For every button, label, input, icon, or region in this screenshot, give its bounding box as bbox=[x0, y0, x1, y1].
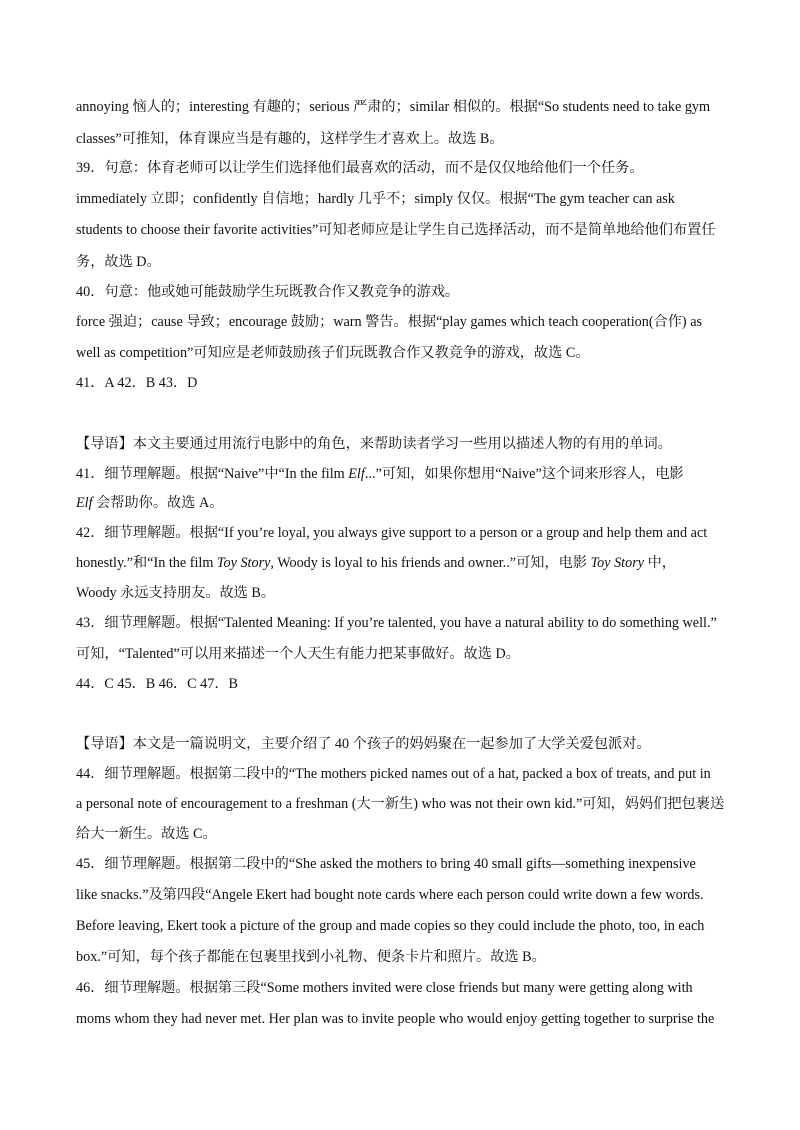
text-line: well as competition”可知应是老师鼓励孩子们玩既教合作又教竞争的游戏，故选 C。 bbox=[76, 345, 590, 361]
text-line: students to choose their favorite activities”可知老师应是让学生自己选择活动，而不是简单地给他们布置任 bbox=[76, 222, 716, 238]
text-segment: 中， bbox=[644, 555, 676, 571]
text-line: a personal note of encouragement to a freshman (大一新生) who was not their own kid.”可知，妈妈们把包裹送 bbox=[76, 796, 725, 812]
text-line: force 强迫；cause 导致；encourage 鼓励；warn 警告。根据“play games which teach cooperation(合作) as bbox=[76, 314, 703, 330]
text-line: moms whom they had never met. Her plan was to invite people who would enjoy getting together to surprise the bbox=[76, 1011, 715, 1027]
text-line bbox=[76, 465, 736, 483]
text-segment: , Woody is loyal to his friends and owner..”可知，电影 bbox=[270, 555, 591, 571]
text-line: like snacks.”及第四段“Angele Ekert had bought note cards where each person could write down a few words. bbox=[76, 887, 704, 903]
text-line: 40．句意：他或她可能鼓励学生玩既教合作又教竞争的游戏。 bbox=[76, 284, 460, 300]
text-line bbox=[76, 554, 736, 572]
intro-line: 【导语】本文主要通过用流行电影中的角色，来帮助读者学习一些用以描述人物的有用的单词。 bbox=[76, 436, 672, 452]
film-title: Toy Story bbox=[216, 555, 271, 571]
text-line: 43．细节理解题。根据“Talented Meaning: If you’re talented, you have a natural ability to do something well.” bbox=[76, 615, 717, 631]
text-line: Woody 永远支持朋友。故选 B。 bbox=[76, 585, 276, 601]
text-line: 39．句意：体育老师可以让学生们选择他们最喜欢的活动，而不是仅仅地给他们一个任务。 bbox=[76, 160, 644, 176]
text-line: immediately 立即；confidently 自信地；hardly 几乎不；simply 仅仅。根据“The gym teacher can ask bbox=[76, 191, 675, 207]
text-line: 42．细节理解题。根据“If you’re loyal, you always give support to a person or a group and help them and act bbox=[76, 525, 708, 541]
text-line: Before leaving, Ekert took a picture of the group and made copies so they could include the photo, too, in each bbox=[76, 918, 705, 934]
text-line: 可知，“Talented”可以用来描述一个人天生有能力把某事做好。故选 D。 bbox=[76, 646, 520, 662]
answer-line: 41．A 42．B 43．D bbox=[76, 375, 198, 391]
text-line: 44．细节理解题。根据第二段中的“The mothers picked names out of a hat, packed a box of treats, and put in bbox=[76, 766, 711, 782]
text-segment: 会帮助你。故选 A。 bbox=[92, 495, 224, 511]
intro-line: 【导语】本文是一篇说明文，主要介绍了 40 个孩子的妈妈聚在一起参加了大学关爱包派对。 bbox=[76, 736, 651, 752]
text-line: 45．细节理解题。根据第二段中的“She asked the mothers to bring 40 small gifts—something inexpensive bbox=[76, 856, 696, 872]
text-line: classes”可推知，体育课应当是有趣的，这样学生才喜欢上。故选 B。 bbox=[76, 131, 504, 147]
text-line: 务，故选 D。 bbox=[76, 254, 161, 270]
text-line: 给大一新生。故选 C。 bbox=[76, 826, 217, 842]
text-line: annoying 恼人的；interesting 有趣的；serious 严肃的；similar 相似的。根据“So students need to take gym bbox=[76, 99, 711, 115]
text-line: box.”可知，每个孩子都能在包裹里找到小礼物、便条卡片和照片。故选 B。 bbox=[76, 949, 546, 965]
text-line: 46．细节理解题。根据第三段“Some mothers invited were close friends but many were getting along with bbox=[76, 980, 693, 996]
film-title: Toy Story bbox=[590, 555, 645, 571]
film-title: Elf bbox=[76, 495, 93, 511]
film-title: Elf bbox=[348, 466, 365, 482]
text-segment: honestly.”和“In the film bbox=[76, 555, 217, 571]
answer-line: 44．C 45．B 46．C 47．B bbox=[76, 676, 238, 692]
text-segment: 41．细节理解题。根据“Naive”中“In the film bbox=[76, 466, 349, 482]
text-segment: ...”可知，如果你想用“Naive”这个词来形容人，电影 bbox=[364, 466, 684, 482]
text-line bbox=[76, 494, 736, 512]
